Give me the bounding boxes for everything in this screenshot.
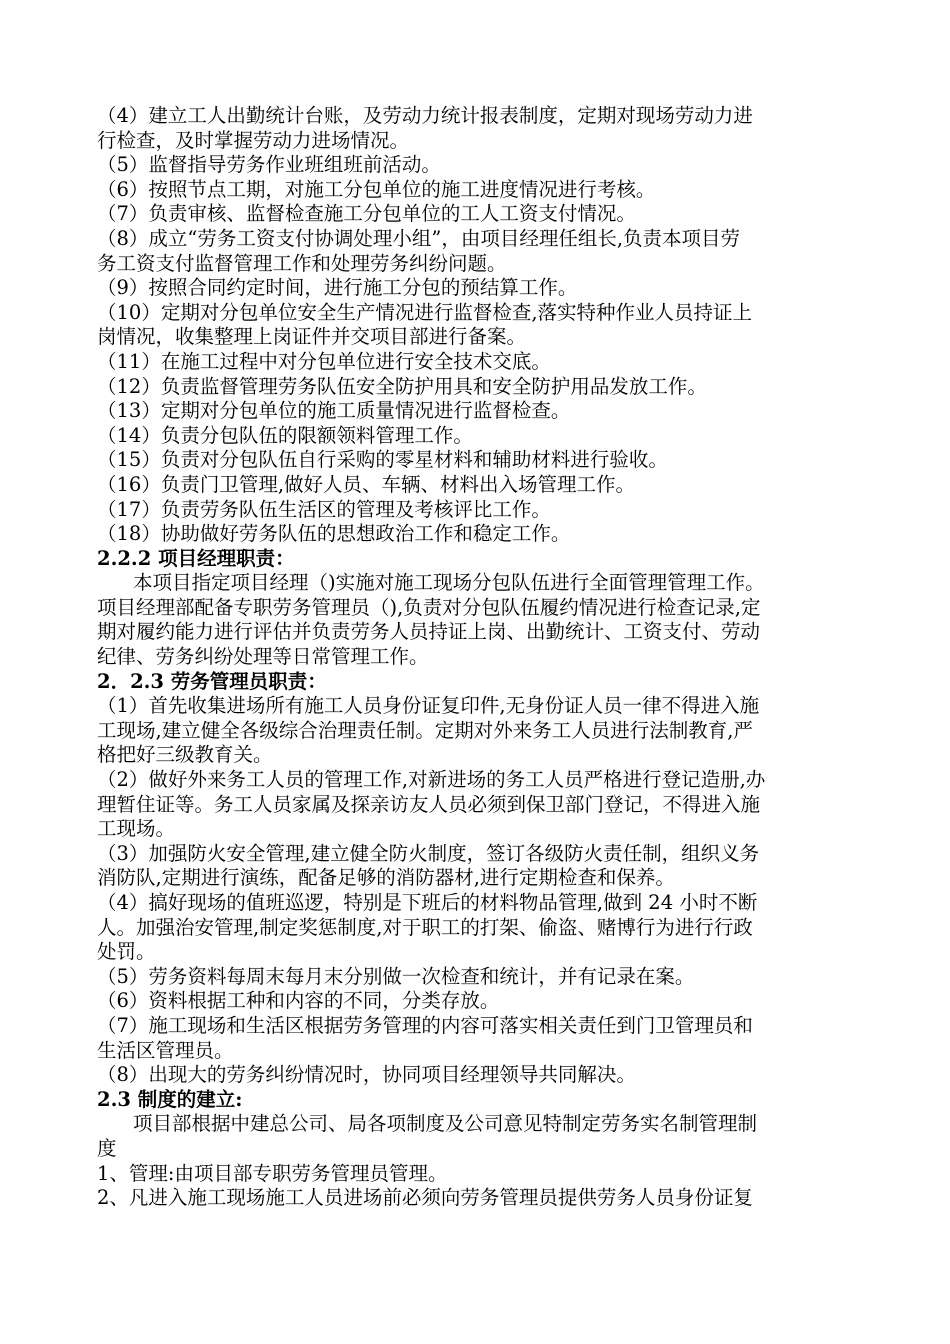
list-item	[97, 1162, 863, 1187]
list-item	[97, 1014, 863, 1063]
text-line: 本项目指定项目经理（)实施对施工现场分包队伍进行全面管理管理工作。	[133, 571, 765, 595]
text-line: （8）出现大的劳务纠纷情况时，协同项目经理领导共同解决。	[97, 1063, 636, 1087]
list-item	[97, 178, 863, 203]
list-item	[97, 965, 863, 990]
text-line: （7）施工现场和生活区根据劳务管理的内容可落实相关责任到门卫管理员和	[97, 1013, 753, 1037]
paragraph	[97, 571, 863, 669]
text-line: （4）建立工人出勤统计台账，及劳动力统计报表制度，定期对现场劳动力进	[97, 104, 753, 127]
text-line: （3）加强防火安全管理,建立健全防火制度，签订各级防火责任制，组织义务	[97, 841, 760, 865]
list-item	[97, 989, 863, 1014]
list-item	[97, 768, 863, 842]
text-line: 工现场。	[97, 817, 176, 841]
list-item	[97, 227, 863, 276]
list-item	[97, 399, 863, 424]
text-line: （18）协助做好劳务队伍的思想政治工作和稳定工作。	[97, 522, 571, 546]
text-line: 2.2.2 项目经理职责：	[97, 546, 295, 570]
text-line: （10）定期对分包单位安全生产情况进行监督检查,落实特种作业人员持证上	[97, 300, 753, 324]
list-item	[97, 522, 863, 547]
text-line: （14）负责分包队伍的限额领料管理工作。	[97, 423, 473, 447]
text-line: （11）在施工过程中对分包单位进行安全技术交底。	[97, 349, 551, 373]
text-line: （6）按照节点工期，对施工分包单位的施工进度情况进行考核。	[97, 177, 656, 201]
text-line: （15）负责对分包队伍自行采购的零星材料和辅助材料进行验收。	[97, 448, 668, 472]
list-item	[97, 1063, 863, 1088]
text-line: （9）按照合同约定时间，进行施工分包的预结算工作。	[97, 276, 578, 300]
text-line: （2）做好外来务工人员的管理工作,对新进场的务工人员严格进行登记造册,办	[97, 768, 766, 792]
text-line: （12）负责监督管理劳务队伍安全防护用具和安全防护用品发放工作。	[97, 374, 707, 398]
list-item	[97, 473, 863, 498]
document-page	[97, 104, 863, 1211]
list-item	[97, 301, 863, 350]
text-line: 务工资支付监督管理工作和处理劳务纠纷问题。	[97, 251, 507, 275]
text-line: 生活区管理员。	[97, 1038, 234, 1062]
list-item	[97, 375, 863, 400]
text-line: 2.3 制度的建立:	[97, 1087, 243, 1111]
text-line: 期对履约能力进行评估并负责劳务人员持证上岗、出勤统计、工资支付、劳动	[97, 620, 761, 644]
text-line: （7）负责审核、监督检查施工分包单位的工人工资支付情况。	[97, 202, 636, 226]
list-item	[97, 202, 863, 227]
list-item	[97, 842, 863, 891]
text-line: （17）负责劳务队伍生活区的管理及考核评比工作。	[97, 497, 551, 521]
list-item	[97, 1186, 863, 1211]
text-line: 度	[97, 1136, 117, 1160]
section-heading	[97, 670, 863, 695]
list-item	[97, 276, 863, 301]
text-line: 2．2.3 劳务管理员职责：	[97, 669, 327, 693]
list-item	[97, 498, 863, 523]
text-line: （6）资料根据工种和内容的不同，分类存放。	[97, 989, 500, 1013]
list-item	[97, 448, 863, 473]
text-line: （16）负责门卫管理,做好人员、车辆、材料出入场管理工作。	[97, 472, 636, 496]
list-item	[97, 350, 863, 375]
text-line: 格把好三级教育关。	[97, 743, 273, 767]
section-heading	[97, 547, 863, 572]
text-line: （13）定期对分包单位的施工质量情况进行监督检查。	[97, 399, 571, 423]
text-line: （4）搞好现场的值班巡逻，特别是下班后的材料物品管理,做到 24 小时不断	[97, 891, 758, 914]
text-line: （5）监督指导劳务作业班组班前活动。	[97, 153, 441, 177]
text-line: 人。加强治安管理,制定奖惩制度,对于职工的打架、偷盗、赌博行为进行行政	[97, 915, 753, 939]
text-line: 工现场,建立健全各级综合治理责任制。定期对外来务工人员进行法制教育,严	[97, 718, 753, 742]
text-line: 消防队,定期进行演练，配备足够的消防器材,进行定期检查和保养。	[97, 866, 675, 890]
text-line: 项目部根据中建总公司、局各项制度及公司意见特制定劳务实名制管理制	[133, 1112, 758, 1136]
section-heading	[97, 1088, 863, 1113]
text-line: 岗情况，收集整理上岗证件并交项目部进行备案。	[97, 325, 527, 349]
list-item	[97, 104, 863, 153]
list-item	[97, 153, 863, 178]
text-line: （5）劳务资料每周末每月末分别做一次检查和统计，并有记录在案。	[97, 964, 695, 988]
text-line: （8）成立“劳务工资支付协调处理小组”，由项目经理任组长,负责本项目劳	[97, 226, 741, 250]
text-line: 2、凡进入施工现场施工人员进场前必须向劳务管理员提供劳务人员身份证复	[97, 1186, 753, 1210]
text-line: 行检查，及时掌握劳动力进场情况。	[97, 128, 410, 152]
text-line: 纪律、劳务纠纷处理等日常管理工作。	[97, 645, 429, 669]
text-line: 处罚。	[97, 940, 156, 964]
text-line: （1）首先收集进场所有施工人员身份证复印件,无身份证人员一律不得进入施	[97, 694, 760, 718]
list-item	[97, 891, 863, 965]
paragraph	[97, 1112, 863, 1161]
list-item	[97, 424, 863, 449]
text-line: 项目经理部配备专职劳务管理员（),负责对分包队伍履约情况进行检查记录,定	[97, 595, 761, 619]
text-line: 1、管理:由项目部专职劳务管理员管理。	[97, 1161, 448, 1185]
list-item	[97, 694, 863, 768]
text-line: 理暂住证等。务工人员家属及探亲访友人员必须到保卫部门登记，不得进入施	[97, 792, 761, 816]
